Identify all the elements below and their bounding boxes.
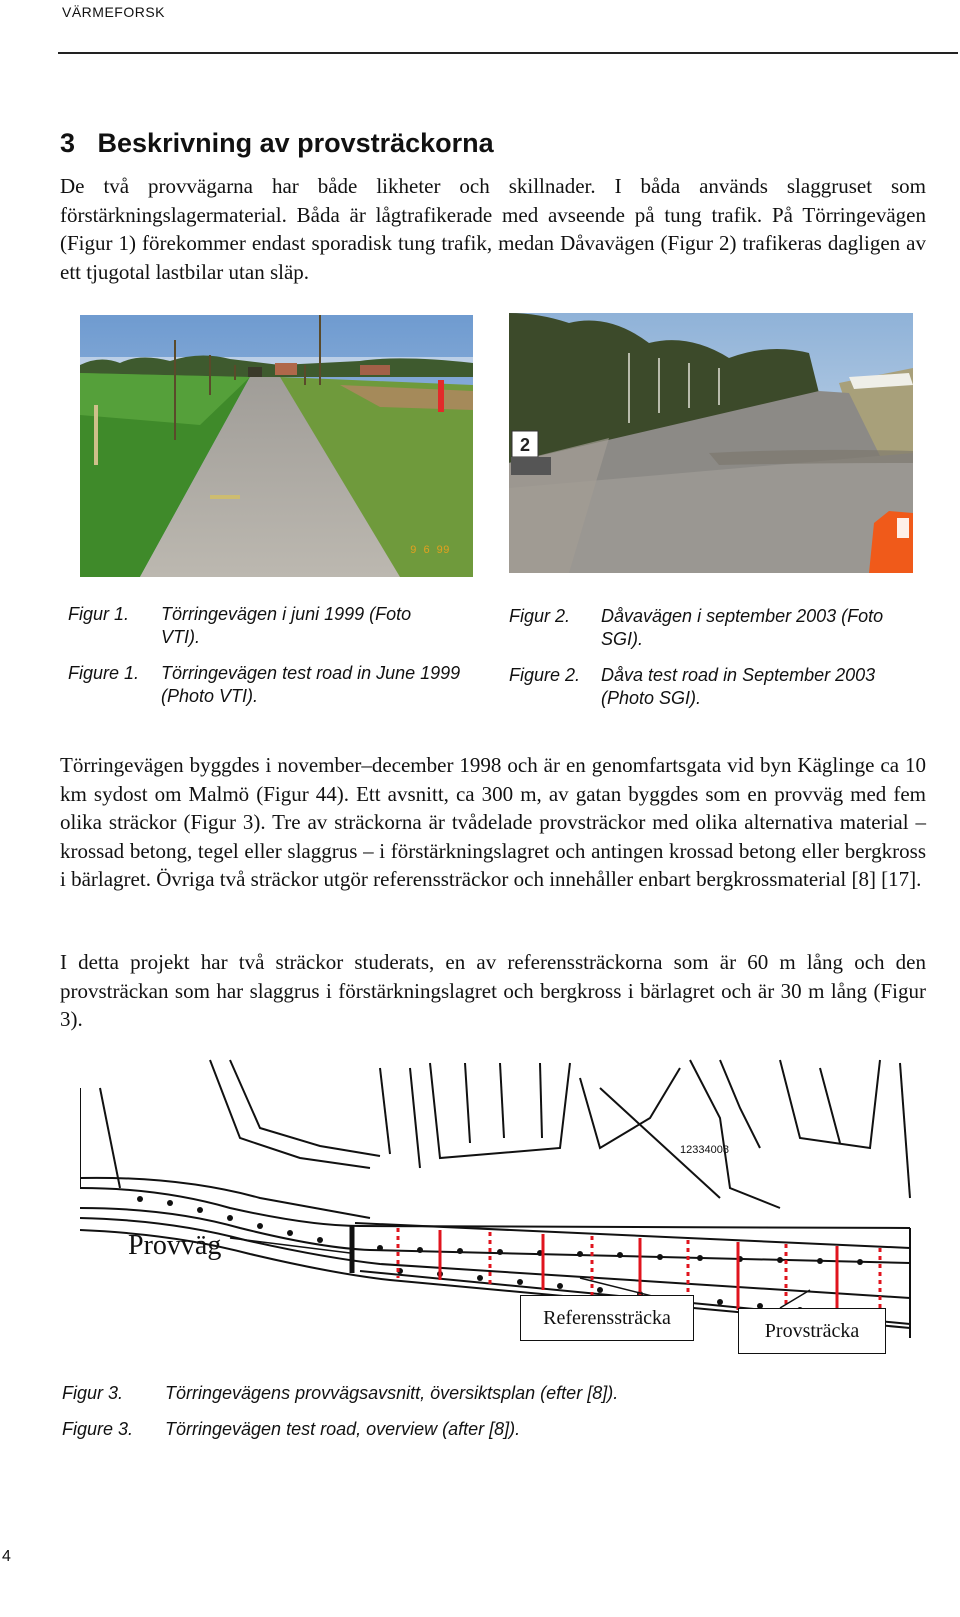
page-number: 4 <box>2 1548 11 1565</box>
figure-1-label-sv: Figur 1. <box>68 604 130 624</box>
figure-2-label-sv: Figur 2. <box>509 606 571 626</box>
figure-3-text-en: Törringevägen test road, overview (after [8]). <box>165 1419 521 1439</box>
figure-2-caption-en <box>509 664 929 714</box>
photo-torringevagen <box>80 315 473 577</box>
figure-2-text-en: Dåva test road in September 2003 (Photo SGI). <box>601 665 876 708</box>
figure-1-text-en: Törringevägen test road in June 1999 (Photo VTI). <box>161 663 461 706</box>
header-rule <box>58 52 958 54</box>
body-paragraph-project: I detta projekt har två sträckor studerats, en av referenssträckorna som är 60 m lång och den provsträckan som har slaggrus i förstärkningslagret och bergkross i bärlagret och är 30 m lång (Figur 3). <box>60 950 926 1032</box>
photo-sign-number: 2 <box>519 435 531 455</box>
figure-3-text-sv: Törringevägens provvägsavsnitt, översiktsplan (efter [8]). <box>165 1383 619 1403</box>
figure-2-label-en: Figure 2. <box>509 665 581 685</box>
section-heading: 3 Beskrivning av provsträckorna <box>60 128 494 158</box>
figure-3-caption-en <box>62 1418 922 1444</box>
figure-3-label-en: Figure 3. <box>62 1419 134 1439</box>
body-paragraph-history: Törringevägen byggdes i november–december 1998 och är en genomfartsgata vid byn Käglinge ca 10 km sydost om Malmö (Figur 44). Ett avsnitt, ca 300 m, av gatan byggdes som en provväg med fem olika sträckor (Figur 3). Tre av sträckorna är tvådelade provsträckor med olika alternativa material – krossad betong, tegel eller slaggrus – i förstärkningslagret och antingen krossad betong eller bergkross i bärlagret. Övriga två sträckor utgör referenssträckor och innehåller enbart bergkrossmaterial [8] [17]. <box>60 753 926 892</box>
figure-1-caption-en <box>68 662 468 712</box>
plan-label-referenssträcka: Referenssträcka <box>520 1295 694 1341</box>
map-code: 12334008 <box>680 1144 729 1156</box>
figure-1-label-en: Figure 1. <box>68 663 140 683</box>
figure-3-label-sv: Figur 3. <box>62 1383 124 1403</box>
figure-3-caption-sv <box>62 1382 922 1408</box>
photo-date-stamp: 9 6 99 <box>410 545 450 557</box>
plan-label-provstracka: Provsträcka <box>738 1308 886 1354</box>
figure-1-text-sv: Törringevägen i juni 1999 (Foto VTI). <box>161 604 412 647</box>
figure-2-caption-sv <box>509 605 929 655</box>
site-plan-figure <box>80 1058 912 1358</box>
intro-paragraph: De två provvägarna har både likheter och skillnader. I båda används slaggruset som förstärkningslagermaterial. Båda är lågtrafikerade med avseende på tung trafik. På Törringevägen (Figur 1) förekommer endast sporadisk tung trafik, medan Dåvavägen (Figur 2) trafikeras dagligen av ett tjugotal lastbilar utan släp. <box>60 174 926 284</box>
running-header: VÄRMEFORSK <box>62 4 166 20</box>
figure-2-text-sv: Dåvavägen i september 2003 (Foto SGI). <box>601 606 884 649</box>
photo-davavagen <box>509 313 913 573</box>
plan-label-provvag: Provväg <box>128 1230 222 1261</box>
figure-1-caption-sv <box>68 603 468 653</box>
